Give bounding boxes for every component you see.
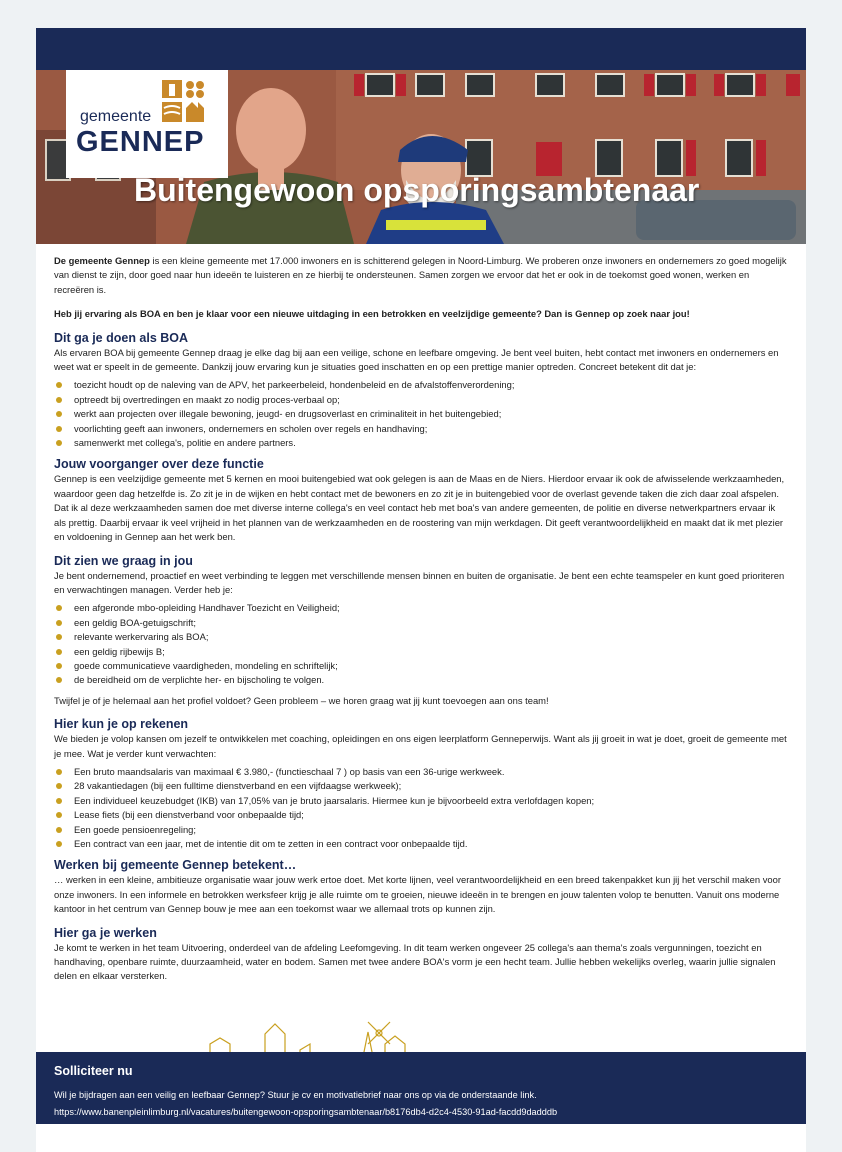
list-item: optreedt bij overtredingen en maakt zo nodig proces-verbaal op;	[54, 393, 788, 407]
list-item: een geldig BOA-getuigschrift;	[54, 616, 788, 630]
apply-text: Wil je bijdragen aan een veilig en leefbaar Gennep? Stuur je cv en motivatiebrief naar ons op via de onderstaande link.	[54, 1090, 537, 1100]
list-item: Een individueel keuzebudget (IKB) van 17,05% van je bruto jaarsalaris. Hiermee kun je bijvoorbeeld extra verlofdagen kopen;	[54, 794, 788, 808]
predecessor-text: Gennep is een veelzijdige gemeente met 5 kernen en mooi buitengebied wat ook gelegen is aan de Maas en de Niers. Hierdoor ervaar ik ook de afwisselende werkzaamheden, waardoor geen dag hetzelfde is. Zo zit je in de wijken en hebt contact met de bewoners en zo zit je in buitengebied voor de overlast gevende taken die zich daar zoal afspelen. Dat ik al deze werkzaamheden samen doe met diverse interne collega's en veel contact heb met boa's van andere gemeenten, de politie en diverse netwerkpartners ervaar ik als prettig. Daarbij ervaar ik veel vrijheid in het plannen van de werkzaamheden en de roostering van mijn werkdagen. Dit geeft verantwoordelijkheid en maakt dat ik met plezier en voldoening in Gennep aan het werk ben.	[54, 473, 785, 543]
list-item: relevante werkervaring als BOA;	[54, 630, 788, 644]
page-title: Buitengewoon opsporingsambtenaar	[134, 172, 700, 208]
list-item: de bereidheid om de verplichte her- en bijscholing te volgen.	[54, 673, 788, 687]
top-bar	[36, 28, 806, 70]
list-item: 28 vakantiedagen (bij een fulltime dienstverband en een vijfdaagse werkweek);	[54, 779, 788, 793]
boa-list	[54, 378, 788, 450]
list-item: voorlichting geeft aan inwoners, ondernemers en scholen over regels en handhaving;	[54, 422, 788, 436]
list-item: toezicht houdt op de naleving van de APV, het parkeerbeleid, hondenbeleid en de afvalstoffenverordening;	[54, 378, 788, 392]
profile-list	[54, 601, 788, 687]
logo-small-text: gemeente	[80, 108, 152, 125]
list-item: samenwerkt met collega's, politie en andere partners.	[54, 436, 788, 450]
list-item: een afgeronde mbo-opleiding Handhaver Toezicht en Veiligheid;	[54, 601, 788, 615]
list-item: Een contract van een jaar, met de intentie dit om te zetten in een contract voor onbepaalde tijd.	[54, 837, 788, 851]
predecessor-heading: Jouw voorganger over deze functie	[54, 457, 264, 472]
list-item: Een bruto maandsalaris van maximaal € 3.980,- (functieschaal 7 ) op basis van een 36-urige werkweek.	[54, 765, 788, 779]
gennep-crest-icon	[162, 80, 206, 122]
boa-heading: Dit ga je doen als BOA	[54, 330, 189, 345]
logo[interactable]	[66, 70, 228, 178]
hero-photo	[36, 70, 806, 244]
vacancy-content	[54, 254, 788, 992]
list-item: goede communicatieve vaardigheden, mondeling en schriftelijk;	[54, 659, 788, 673]
working-heading: Werken bij gemeente Gennep betekent…	[54, 858, 297, 873]
apply-text-block	[54, 1088, 794, 1119]
apply-heading: Solliciteer nu	[54, 1064, 133, 1078]
profile-heading: Dit zien we graag in jou	[54, 553, 193, 568]
list-item: werkt aan projecten over illegale bewoning, jeugd- en drugsoverlast en criminaliteit in het buitengebied;	[54, 407, 788, 421]
profile-doubt: Twijfel je of je helemaal aan het profiel voldoet? Geen probleem – we horen graag wat jij kunt toevoegen aan ons team!	[54, 694, 549, 706]
list-item: Een goede pensioenregeling;	[54, 823, 788, 837]
working-text: … werken in een kleine, ambitieuze organisatie waar jouw werk ertoe doet. Met korte lijnen, veel verantwoordelijkheid en een breed takenpakket kun jij het verschil maken voor onze inwoners. In een informele en betrokken werksfeer krijg je alle ruimte om te groeien, nieuwe ideeën in te brengen en jouw talenten volop te benutten. Vanuit ons moderne kantoor in het centrum van Gennep bouw je mee aan een toekomst waar we allemaal trots op kunnen zijn.	[54, 874, 781, 915]
logo-big-text: GENNEP	[76, 126, 205, 158]
offer-heading: Hier kun je op rekenen	[54, 717, 189, 732]
intro-lead: De gemeente Gennep	[54, 255, 150, 266]
apply-link[interactable]: https://www.banenpleinlimburg.nl/vacatures/buitengewoon-opsporingsambtenaar/b8176db4-d2c4-4530-91ad-facdd9dadddb	[54, 1107, 558, 1117]
intro-call: Heb jij ervaring als BOA en ben je klaar voor een nieuwe uitdaging in een betrokken en veelzijdige gemeente? Dan is Gennep op zoek naar jou!	[54, 308, 690, 320]
profile-text: Je bent ondernemend, proactief en weet verbinding te leggen met verschillende mensen binnen en buiten de organisatie. Je bent een echte teamspeler en kunt goed prioriteren en verwachtingen managen. Verder heb je:	[54, 569, 785, 595]
intro-text: is een kleine gemeente met 17.000 inwoners en is schitterend gelegen in Noord-Limburg. We proberen onze inwoners en ondernemers zo goed mogelijk van dienst te zijn, door goed naar hun ideeën te luisteren en ze hierbij te ondersteunen. Samen zorgen we ervoor dat het er ook in de toekomst goed wonen, werken en recreëren is.	[54, 255, 787, 295]
list-item: een geldig rijbewijs B;	[54, 645, 788, 659]
apply-footer	[36, 1052, 806, 1124]
list-item: Lease fiets (bij een dienstverband voor onbepaalde tijd;	[54, 808, 788, 822]
where-heading: Hier ga je werken	[54, 925, 157, 940]
boa-text: Als ervaren BOA bij gemeente Gennep draag je elke dag bij aan een veilige, schone en leefbare omgeving. Je bent veel buiten, hebt contact met inwoners en ondernemers en weet wat er speelt in de gemeente. Dankzij jouw ervaring kun je situaties goed inschatten en op een prettige manier optreden. Concreet betekent dit dat je:	[54, 346, 779, 373]
offer-text: We bieden je volop kansen om jezelf te ontwikkelen met coaching, opleidingen en ons eigen leerplatform Genneperwijs. Want als jij groeit in wat je doet, groeit de gemeente met je mee. Wat je verder kunt verwachten:	[54, 733, 787, 759]
where-text: Je komt te werken in het team Uitvoering, onderdeel van de afdeling Leefomgeving. In dit team werken ongeveer 25 collega's aan thema's zoals vergunningen, toezicht en handhaving, openbare ruimte, duurzaamheid, water en bodem. Samen met twee andere BOA's vorm je een hecht team. Jullie hebben wekelijks overleg, waarin jullie signalen delen en elkaar versterken.	[54, 941, 776, 982]
intro-paragraph	[54, 254, 788, 297]
offer-list	[54, 765, 788, 851]
